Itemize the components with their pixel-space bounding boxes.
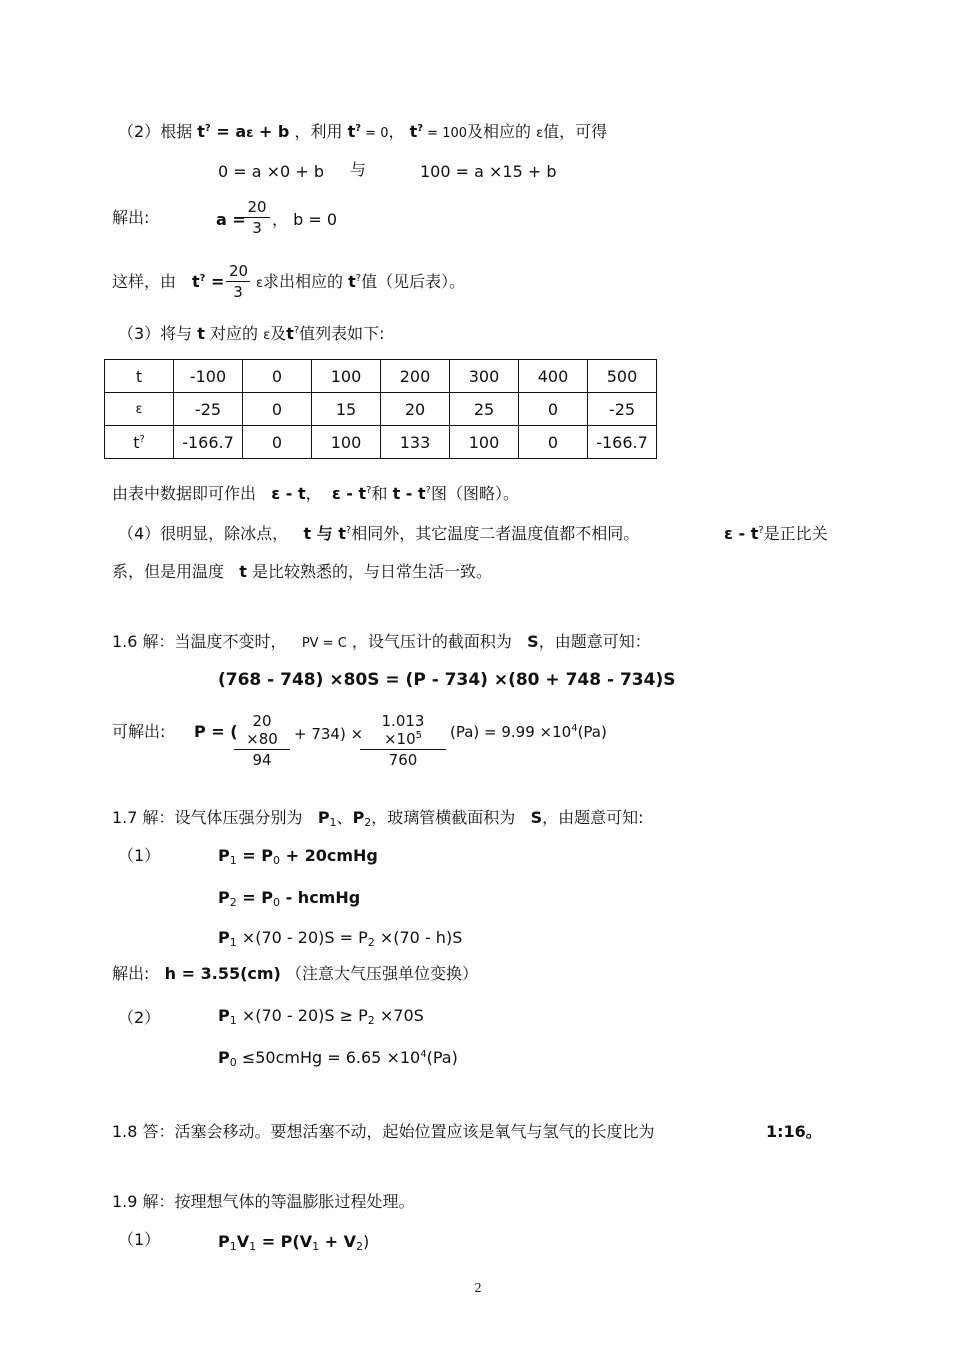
part4-line1: （4）很明显，除冰点， t 与 t?相同外，其它温度二者温度值都不相同。 bbox=[118, 524, 640, 543]
a-lhs: a = bbox=[216, 210, 246, 229]
table-cell: t? bbox=[105, 426, 174, 459]
table-cell: -166.7 bbox=[174, 426, 243, 459]
table-cell: -100 bbox=[174, 360, 243, 393]
table-cell: 500 bbox=[588, 360, 657, 393]
p16-equation: (768 - 748) ×80S = (P - 734) ×(80 + 748 - 734)S bbox=[218, 670, 676, 690]
values-table bbox=[104, 359, 657, 459]
p17-eq-5: $P_0$ ≤50cmHg = $6.65 \times 10^4(Pa)$ bbox=[218, 1048, 458, 1069]
p18-line: 1.8 答：活塞会移动。要想活塞不动，起始位置应该是氧气与氢气的长度比为 bbox=[112, 1122, 655, 1141]
table-cell: 400 bbox=[519, 360, 588, 393]
table-cell: 0 bbox=[519, 426, 588, 459]
equation: t? = aε + b bbox=[197, 122, 290, 141]
table-cell: -25 bbox=[588, 393, 657, 426]
so-rest: ε求出相应的 t?值（见后表）。 bbox=[256, 272, 466, 291]
table-row bbox=[105, 360, 657, 393]
part4-line1-end: ε - t?是正比关 bbox=[724, 524, 828, 543]
p16-fraction-2 bbox=[360, 712, 446, 770]
so-text: 这样，由 bbox=[112, 272, 177, 291]
table-cell: t bbox=[105, 360, 174, 393]
part-label: （2） bbox=[118, 122, 161, 141]
text: ， bbox=[388, 122, 405, 141]
page-number: 2 bbox=[474, 1281, 482, 1296]
text: 值，可得 bbox=[543, 122, 608, 141]
p19-label-1: （1） bbox=[118, 1230, 161, 1249]
table-cell: 100 bbox=[312, 360, 381, 393]
p16-header: 1.6 解：当温度不变时， PV = C ，设气压计的截面积为 S，由题意可知： bbox=[112, 632, 651, 651]
a-fraction bbox=[244, 198, 270, 238]
table-cell: ε bbox=[105, 393, 174, 426]
numerator: 20 bbox=[244, 198, 270, 218]
p17-label-1: （1） bbox=[118, 846, 161, 865]
p17-eq-2: $P_2 = P_0$ - hcmHg bbox=[218, 888, 361, 909]
table-cell: 133 bbox=[381, 426, 450, 459]
table-cell: 300 bbox=[450, 360, 519, 393]
denominator: 3 bbox=[252, 219, 262, 237]
part3-line: （3）将与 t 对应的 ε及t?值列表如下: bbox=[118, 324, 385, 343]
numerator: $1.013 \times 10^5$ bbox=[360, 712, 446, 750]
so-fraction bbox=[226, 262, 250, 302]
p17-eq-3: $P_1 \times(70 - 20)S = P_2 \times(70 - h)S$ bbox=[218, 928, 463, 949]
equation-a: 0 = a ×0 + b bbox=[218, 162, 324, 181]
so-eq: t? = bbox=[192, 272, 225, 291]
epsilon: ε bbox=[536, 126, 544, 141]
p17-header: 1.7 解：设气体压强分别为 $P_1$、$P_2$，玻璃管横截面积为 S，由题意可知: bbox=[112, 808, 644, 829]
part2-line1 bbox=[118, 122, 607, 144]
table-cell: 100 bbox=[450, 426, 519, 459]
equation-b: 100 = a ×15 + b bbox=[420, 162, 557, 181]
table-cell: 0 bbox=[519, 393, 588, 426]
condition-1: t? = 0 bbox=[347, 122, 389, 141]
table-row bbox=[105, 393, 657, 426]
p16-fraction-1 bbox=[234, 712, 290, 770]
p16-solve-label: 可解出: bbox=[112, 722, 166, 741]
table-cell: 100 bbox=[312, 426, 381, 459]
denominator: 760 bbox=[388, 751, 418, 769]
table-cell: 0 bbox=[243, 426, 312, 459]
table-cell: 0 bbox=[243, 393, 312, 426]
table-row bbox=[105, 426, 657, 459]
p16-p-lhs: P = ( bbox=[194, 722, 238, 741]
b-solution: ， b = 0 bbox=[272, 210, 338, 229]
text: 根据 bbox=[160, 122, 193, 141]
p17-label-2: （2） bbox=[118, 1008, 161, 1027]
p19-eq-1: $P_1V_1 = P(V_1 + V_2)$ bbox=[218, 1232, 370, 1253]
solve-label: 解出: bbox=[112, 208, 150, 227]
part4-line2: 系，但是用温度 t 是比较熟悉的，与日常生活一致。 bbox=[112, 562, 493, 581]
p16-mid: + 734) × bbox=[294, 725, 364, 743]
table-cell: -25 bbox=[174, 393, 243, 426]
p17-eq-4: $P_1 \times(70 - 20)S \ge P_2 \times 70S$ bbox=[218, 1006, 424, 1027]
p18-ratio: 1:16。 bbox=[766, 1122, 822, 1141]
text: 及相应的 bbox=[467, 122, 532, 141]
table-cell: 0 bbox=[243, 360, 312, 393]
denominator: 3 bbox=[233, 283, 243, 301]
table-cell: 20 bbox=[381, 393, 450, 426]
p17-eq-1: $P_1 = P_0$ + 20cmHg bbox=[218, 846, 378, 867]
with-word: 与 bbox=[350, 160, 367, 179]
p19-line: 1.9 解：按理想气体的等温膨胀过程处理。 bbox=[112, 1192, 415, 1211]
table-cell: 200 bbox=[381, 360, 450, 393]
p16-result: $(Pa) = 9.99 \times 10^4(Pa)$ bbox=[450, 723, 607, 741]
numerator: 20 ×80 bbox=[234, 712, 290, 750]
after-table-line: 由表中数据即可作出 ε - t， ε - t?和 t - t?图（图略）。 bbox=[112, 484, 519, 503]
table-cell: 25 bbox=[450, 393, 519, 426]
table-cell: -166.7 bbox=[588, 426, 657, 459]
text: ，利用 bbox=[294, 122, 343, 141]
denominator: 94 bbox=[252, 751, 272, 769]
numerator: 20 bbox=[226, 262, 250, 282]
table-cell: 15 bbox=[312, 393, 381, 426]
p17-solve: 解出: h = 3.55(cm) （注意大气压强单位变换） bbox=[112, 964, 478, 983]
condition-2: t? = 100 bbox=[409, 122, 468, 141]
